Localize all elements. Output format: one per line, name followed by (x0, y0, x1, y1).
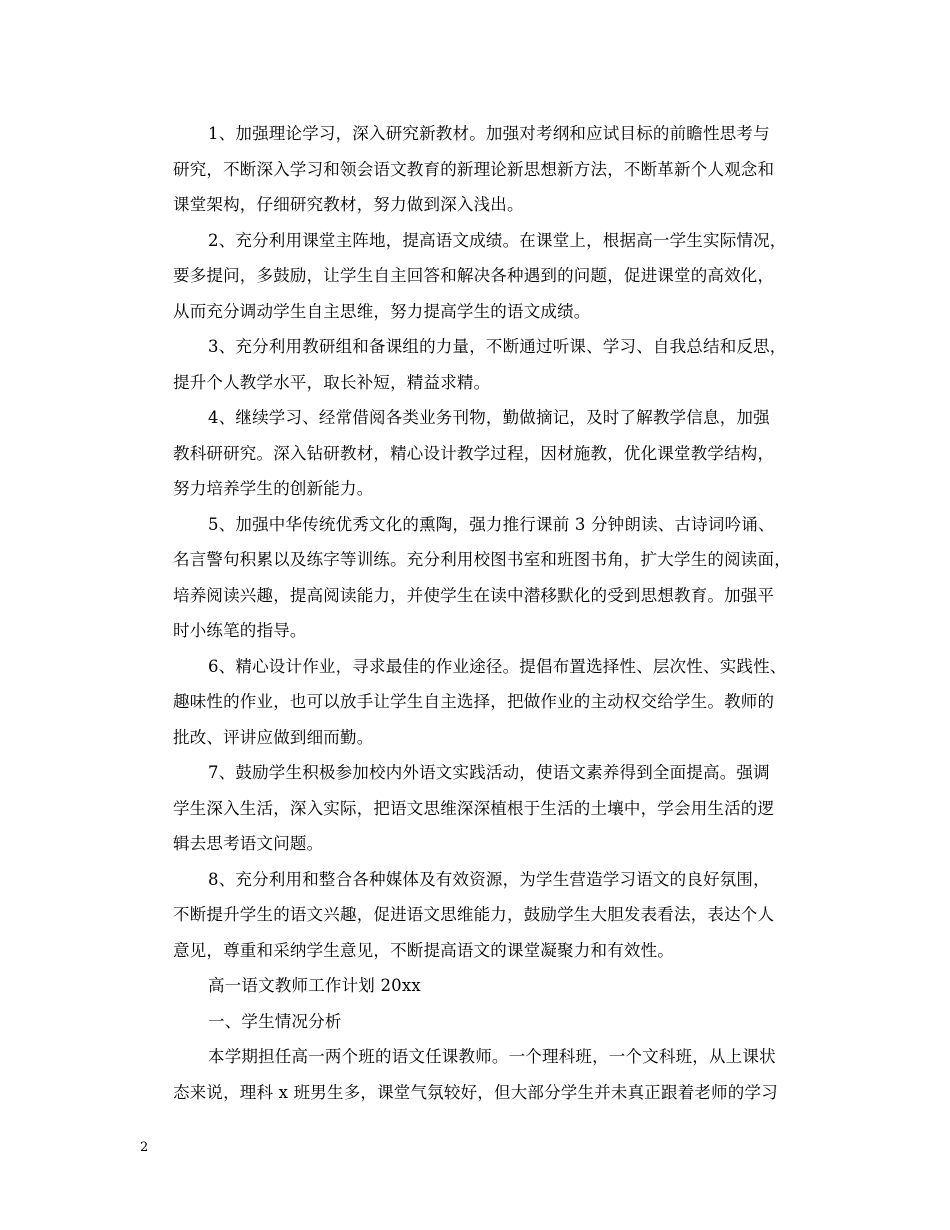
text-line: 要多提问，多鼓励，让学生自主回答和解决各种遇到的问题，促进课堂的高效化， (173, 266, 775, 285)
text-line: 意见，尊重和采纳学生意见，不断提高语文的课堂凝聚力和有效性。 (173, 940, 674, 960)
text-line: 提升个人教学水平，取长补短，精益求精。 (173, 372, 491, 392)
section-heading (138, 1004, 818, 1040)
text-line: 时小练笔的指导。 (173, 621, 307, 640)
text-line: 本学期担任高一两个班的语文任课教师。一个理科班，一个文科班，从上课状 (208, 1047, 776, 1066)
text-line: 批改、评讲应做到细而勤。 (173, 727, 374, 747)
paragraph-3 (138, 329, 818, 400)
text-line: 4、继续学习、经常借阅各类业务刊物，勤做摘记，及时了解教学信息，加强 (208, 408, 770, 427)
text-line: 培养阅读兴趣，提高阅读能力，并使学生在读中潜移默化的受到思想教育。加强平 (173, 585, 775, 605)
text-line: 3、充分利用教研组和备课组的力量，不断通过听课、学习、自我总结和反思， (208, 337, 787, 356)
text-line: 6、精心设计作业，寻求最佳的作业途径。提倡布置选择性、层次性、实践性、 (208, 656, 787, 676)
paragraph-1 (138, 116, 818, 223)
paragraph-4 (138, 400, 818, 507)
page-number: 2 (140, 1140, 149, 1155)
paragraph-7 (138, 755, 818, 862)
document-body (138, 116, 818, 1110)
paragraph-2 (138, 223, 818, 330)
text-line: 1、加强理论学习，深入研究新教材。加强对考纲和应试目标的前瞻性思考与 (208, 124, 770, 143)
text-line: 课堂架构，仔细研究教材，努力做到深入浅出。 (173, 195, 524, 214)
paragraph-6 (138, 649, 818, 756)
paragraph-5 (138, 507, 818, 649)
text-line: 不断提升学生的语文兴趣，促进语文思维能力，鼓励学生大胆发表看法，表达个人 (173, 905, 775, 924)
text-line: 2、充分利用课堂主阵地，提高语文成绩。在课堂上，根据高一学生实际情况， (208, 230, 787, 250)
text-line: 研究，不断深入学习和领会语文教育的新理论新思想新方法，不断革新个人观念和 (173, 159, 775, 179)
paragraph-9 (138, 1039, 818, 1110)
text-line: 高一语文教师工作计划 20xx (208, 976, 421, 995)
text-line: 趣味性的作业，也可以放手让学生自主选择，把做作业的主动权交给学生。教师的 (173, 692, 775, 711)
paragraph-8 (138, 862, 818, 969)
text-line: 从而充分调动学生自主思维，努力提高学生的语文成绩。 (173, 301, 591, 321)
text-line: 8、充分利用和整合各种媒体及有效资源，为学生营造学习语文的良好氛围， (208, 869, 770, 889)
section-title (138, 968, 818, 1004)
text-line: 教科研研究。深入钻研教材，精心设计教学过程，因材施教，优化课堂教学结构， (173, 443, 775, 463)
text-line: 一、学生情况分析 (208, 1011, 342, 1031)
text-line: 努力培养学生的创新能力。 (173, 479, 374, 498)
text-line: 辑去思考语文问题。 (173, 834, 324, 853)
text-line: 态来说，理科 x 班男生多，课堂气氛较好，但大部分学生并未真正跟着老师的学习 (173, 1082, 778, 1102)
text-line: 名言警句积累以及练字等训练。充分利用校图书室和班图书角，扩大学生的阅读面， (173, 550, 791, 569)
text-line: 5、加强中华传统优秀文化的熏陶，强力推行课前 3 分钟朗读、古诗词吟诵、 (208, 514, 775, 534)
text-line: 学生深入生活，深入实际，把语文思维深深植根于生活的土壤中，学会用生活的逻 (173, 798, 775, 818)
text-line: 7、鼓励学生积极参加校内外语文实践活动，使语文素养得到全面提高。强调 (208, 763, 770, 782)
